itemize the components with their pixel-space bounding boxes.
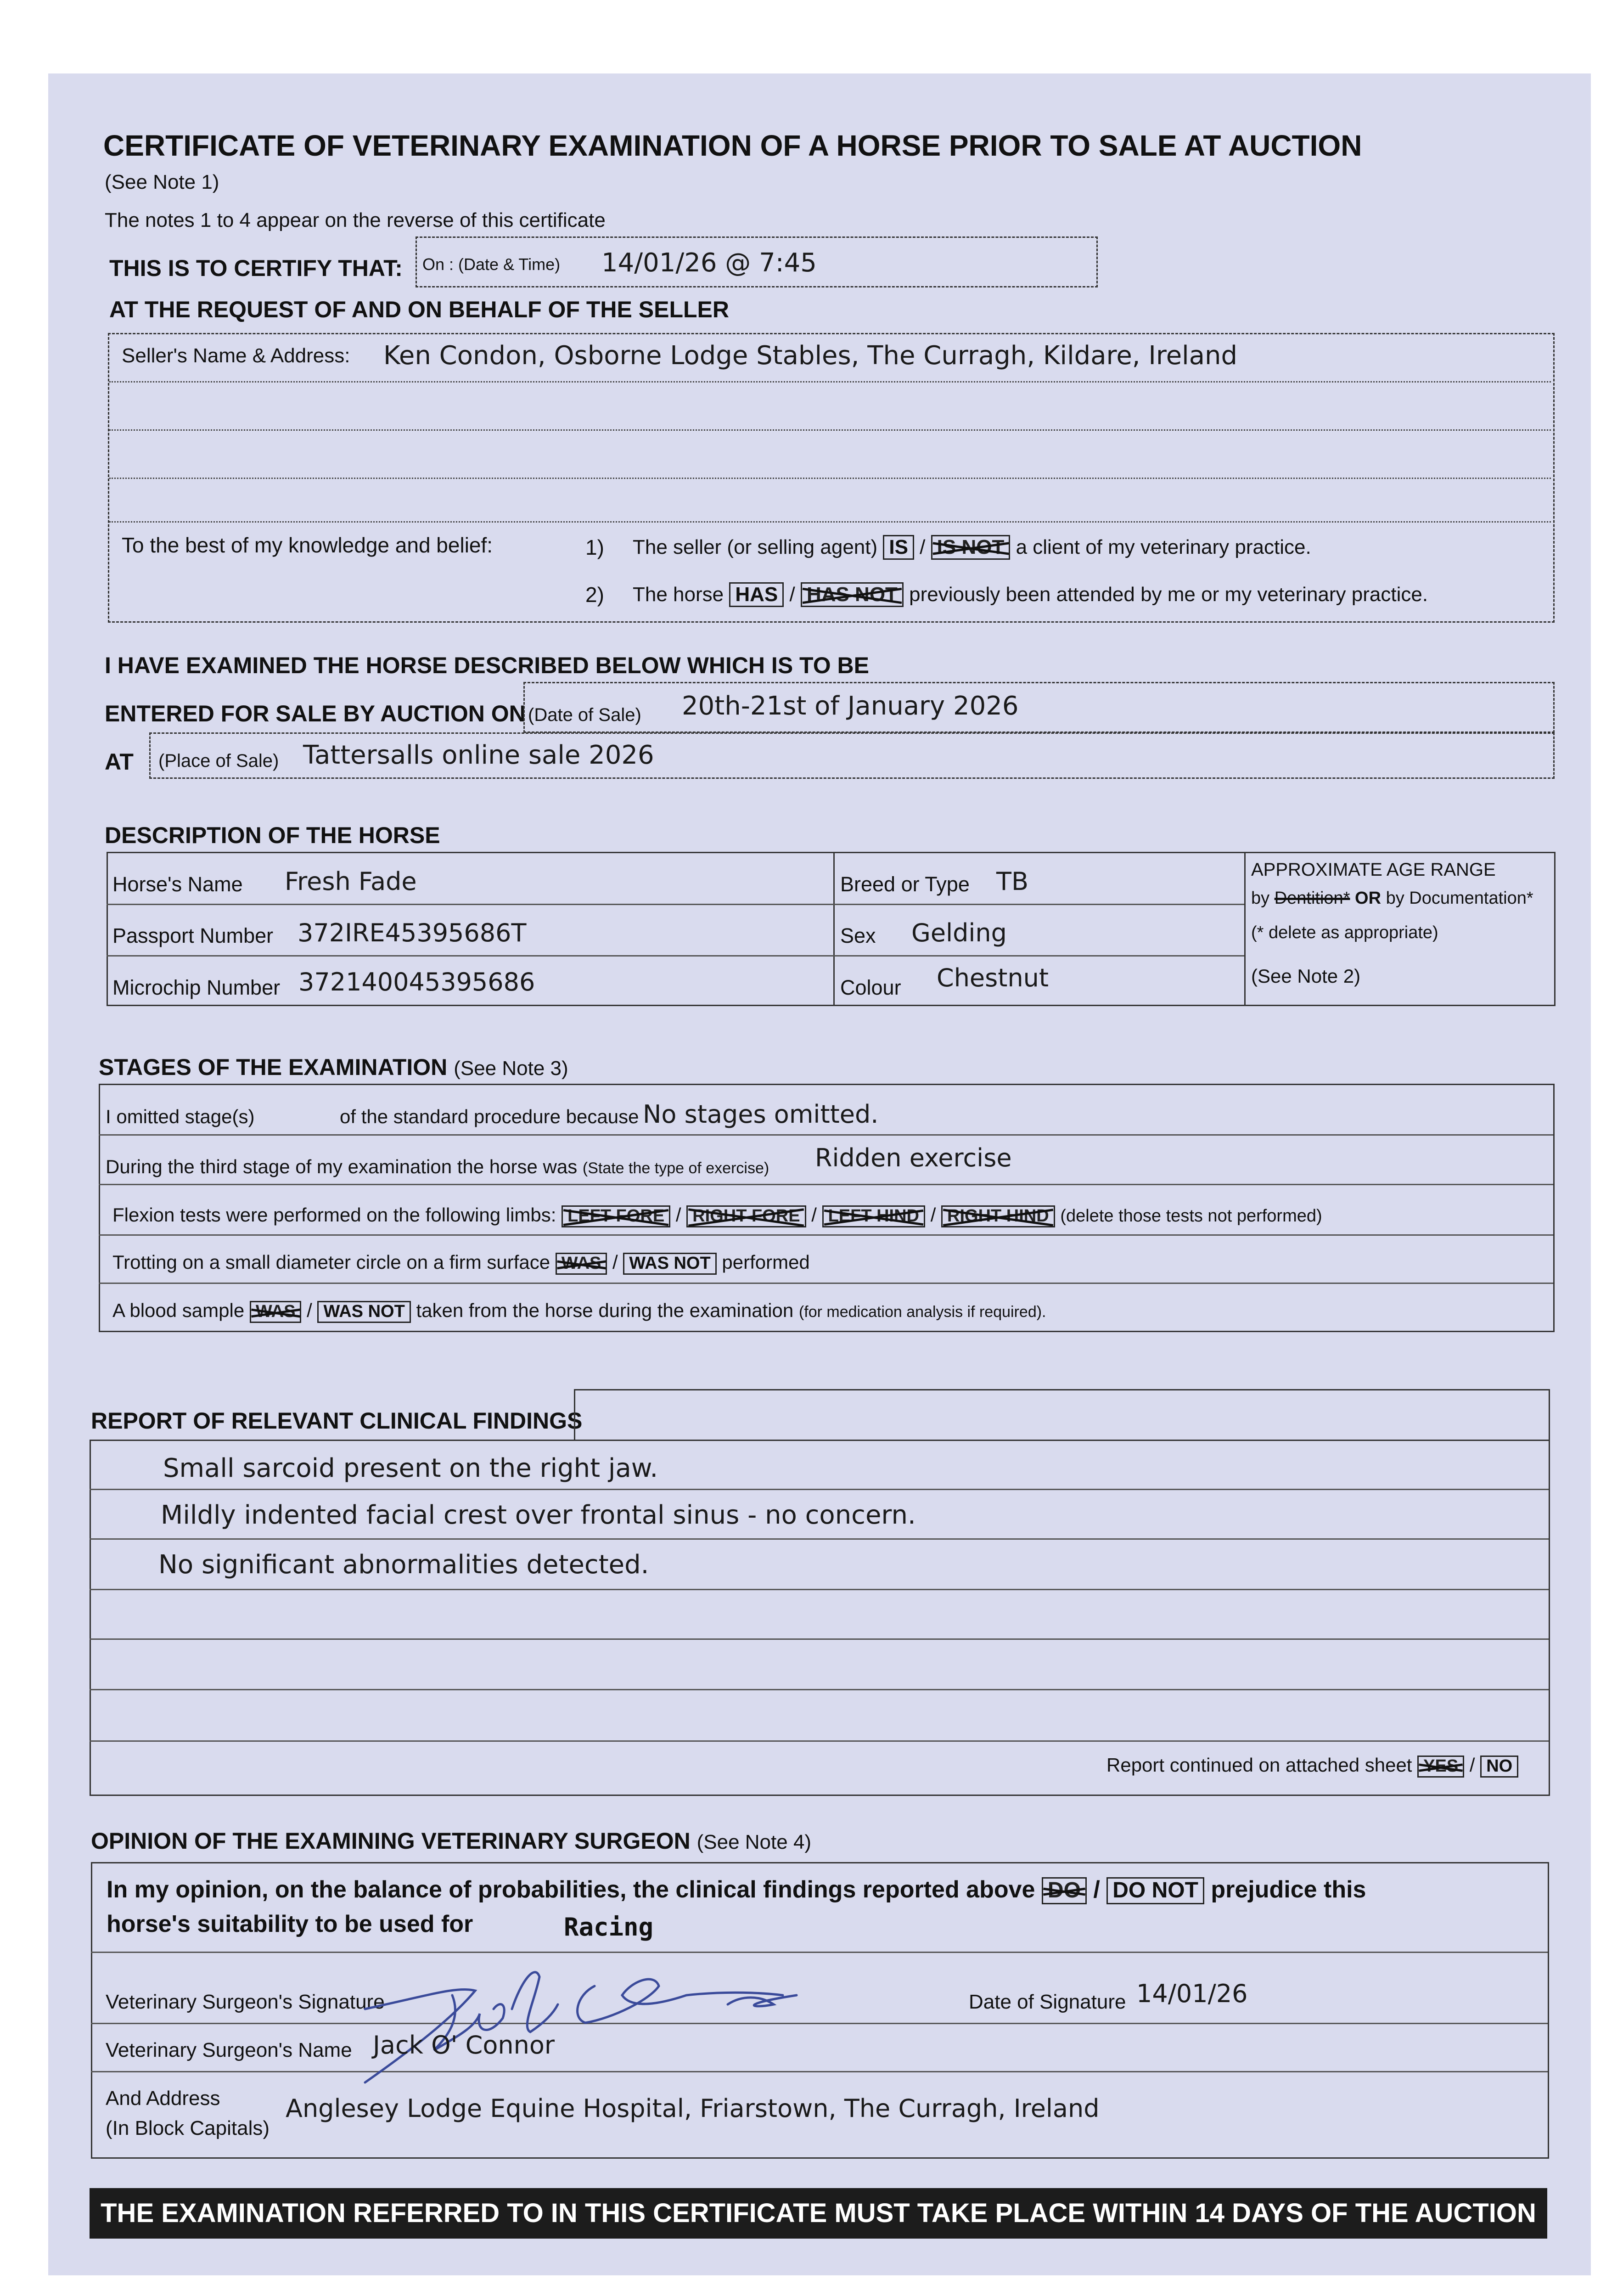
trot-option-was[interactable]: WAS [556,1253,607,1275]
item2-text: The horse HAS / HAS NOT previously been attended by me or my veterinary practice. [633,582,1428,607]
blood-label: A blood sample [112,1300,245,1321]
flexion-row [112,1204,1322,1227]
surgeon-name-label: Veterinary Surgeon's Name [106,2039,352,2061]
flexion-right-fore[interactable]: RIGHT FORE [686,1205,806,1227]
age-method [1251,889,1533,908]
signature-label: Veterinary Surgeon's Signature [106,1991,385,2013]
date-of-signature-value[interactable]: 14/01/26 [1136,1979,1248,2008]
seller-line-2 [109,429,1551,431]
age-range-heading: APPROXIMATE AGE RANGE [1251,860,1496,880]
item2-option-has[interactable]: HAS [729,582,784,607]
date-of-signature-label: Date of Signature [969,1991,1126,2013]
description-col-divider-2 [1244,852,1246,1006]
third-stage-label [106,1156,769,1178]
report-line-1[interactable]: Small sarcoid present on the right jaw. [163,1453,658,1483]
blood-row: A blood sample WAS / WAS NOT taken from the horse during the examination (for medication analysis if required). [112,1300,1046,1323]
stages-heading-text: STAGES OF THE EXAMINATION [99,1054,448,1080]
signature-image[interactable] [337,1945,833,2096]
address-label-a: And Address [106,2087,220,2110]
flexion-label: Flexion tests were performed on the following limbs: [112,1204,556,1226]
on-date-label: On : (Date & Time) [422,255,561,274]
trot-post: performed [722,1251,810,1273]
report-continued-label: Report continued on attached sheet [1106,1754,1412,1776]
flexion-left-fore[interactable]: LEFT FORE [562,1205,670,1227]
sale-place-value: Tattersalls online sale 2026 [303,740,654,770]
passport-label: Passport Number [112,924,274,947]
notes-line: The notes 1 to 4 appear on the reverse of this certificate [105,209,606,231]
report-row-line-3 [90,1589,1549,1590]
report-continued-yes[interactable]: YES [1417,1756,1464,1778]
report-row-line-4 [90,1638,1549,1640]
blood-hint: (for medication analysis if required). [798,1303,1046,1321]
entered-label: ENTERED FOR SALE BY AUCTION ON [105,701,526,726]
flexion-post: (delete those tests not performed) [1060,1206,1322,1226]
item1-pre: The seller (or selling agent) [633,536,878,558]
opinion-option-do[interactable]: DO [1042,1877,1087,1904]
opinion-heading [91,1828,811,1854]
request-label: AT THE REQUEST OF AND ON BEHALF OF THE SELLER [109,297,729,322]
stages-heading-note: (See Note 3) [454,1057,568,1080]
report-line-3[interactable]: No significant abnormalities detected. [158,1550,649,1580]
item1-number: 1) [585,535,604,559]
third-stage-hint: (State the type of exercise) [582,1159,769,1177]
age-by: by [1251,889,1270,908]
sex-value[interactable]: Gelding [911,918,1007,947]
stages-row-line-1 [99,1134,1553,1136]
opinion-heading-note: (See Note 4) [696,1831,812,1853]
trot-option-was-not[interactable]: WAS NOT [623,1253,716,1275]
certify-label: THIS IS TO CERTIFY THAT: [109,255,403,281]
item1-post: a client of my veterinary practice. [1016,536,1311,558]
age-see-note: (See Note 2) [1251,965,1361,987]
flexion-separator: / [811,1204,817,1226]
examined-label: I HAVE EXAMINED THE HORSE DESCRIBED BELOW WHICH IS TO BE [105,653,869,678]
see-note-1: (See Note 1) [105,171,219,193]
flexion-separator: / [675,1204,681,1226]
report-row-line-5 [90,1689,1549,1690]
omitted-label-a: I omitted stage(s) [106,1106,255,1127]
sex-label: Sex [840,924,876,947]
item2-option-has-not[interactable]: HAS NOT [801,582,904,607]
age-or: OR [1355,889,1382,908]
horse-name-value[interactable]: Fresh Fade [285,867,417,896]
trot-row: Trotting on a small diameter circle on a firm surface WAS / WAS NOT performed [112,1251,810,1275]
seller-line-3 [109,478,1551,479]
flexion-left-hind[interactable]: LEFT HIND [822,1205,925,1227]
flexion-separator: / [930,1204,936,1226]
sale-date-box[interactable] [523,682,1555,733]
opinion-option-do-not[interactable]: DO NOT [1106,1877,1204,1904]
item2-post: previously been attended by me or my veterinary practice. [909,583,1428,606]
item2-number: 2) [585,583,604,607]
date-of-sale-label: (Date of Sale) [528,705,641,725]
trot-label: Trotting on a small diameter circle on a firm surface [112,1251,550,1273]
report-row-line-2 [90,1538,1549,1540]
report-continued-no[interactable]: NO [1480,1756,1518,1778]
third-stage-value[interactable]: Ridden exercise [815,1143,1012,1172]
age-delete-note: (* delete as appropriate) [1251,923,1438,942]
page-title: CERTIFICATE OF VETERINARY EXAMINATION OF A HORSE PRIOR TO SALE AT AUCTION [103,129,1362,162]
age-documentation-option[interactable]: by Documentation* [1386,889,1533,908]
blood-option-was-not[interactable]: WAS NOT [317,1301,410,1323]
item1-text: The seller (or selling agent) IS / IS NOT a client of my veterinary practice. [633,535,1311,560]
report-row-line-6 [90,1740,1549,1742]
seller-name-address[interactable]: Ken Condon, Osborne Lodge Stables, The Curragh, Kildare, Ireland [383,341,1238,371]
description-col-divider-1 [833,852,835,1006]
stages-row-line-3 [99,1234,1553,1236]
stages-row-line-2 [99,1184,1553,1185]
report-row-line-1 [90,1489,1549,1490]
report-line-2[interactable]: Mildly indented facial crest over frontal sinus - no concern. [161,1500,916,1530]
breed-value[interactable]: TB [996,867,1029,896]
item1-option-is-not[interactable]: IS NOT [931,535,1011,560]
report-heading-box [574,1389,1550,1441]
seller-name-label: Seller's Name & Address: [122,344,350,367]
seller-line-4 [109,521,1551,523]
item2-pre: The horse [633,583,724,606]
description-heading: DESCRIPTION OF THE HORSE [105,822,440,848]
microchip-value[interactable]: 372140045395686 [298,968,535,996]
passport-value[interactable]: 372IRE45395686T [298,918,527,947]
item1-option-is[interactable]: IS [883,535,914,560]
report-continued: Report continued on attached sheet YES / NO [1106,1754,1518,1778]
microchip-label: Microchip Number [112,976,281,999]
surgeon-name-value[interactable]: Jack O' Connor [373,2031,555,2060]
opinion-heading-text: OPINION OF THE EXAMINING VETERINARY SURGEON [91,1828,691,1854]
at-label: AT [105,749,134,775]
stages-heading [99,1054,568,1080]
age-dentition-option[interactable]: Dentition* [1274,889,1350,908]
colour-label: Colour [840,976,901,999]
sale-date-value: 20th-21st of January 2026 [682,691,1019,721]
exam-datetime: 14/01/26 @ 7:45 [601,248,817,278]
colour-value[interactable]: Chestnut [937,963,1049,992]
place-of-sale-label: (Place of Sale) [158,751,279,771]
seller-line-1 [109,381,1551,383]
blood-option-was[interactable]: WAS [250,1301,302,1323]
opinion-statement-c: horse's suitability to be used for [107,1911,473,1937]
omitted-label-b: of the standard procedure because [340,1106,639,1127]
description-row-line-1 [107,904,1244,905]
description-row-line-2 [107,955,1244,957]
omitted-value[interactable]: No stages omitted. [643,1100,879,1129]
belief-label: To the best of my knowledge and belief: [122,533,493,557]
opinion-statement-line-1: In my opinion, on the balance of probabilities, the clinical findings reported above DO / DO NOT prejudice this [107,1876,1366,1904]
stages-row-line-4 [99,1283,1553,1284]
blood-post: taken from the horse during the examination [416,1300,794,1321]
report-heading: REPORT OF RELEVANT CLINICAL FINDINGS [91,1408,583,1434]
breed-label: Breed or Type [840,872,970,896]
flexion-right-hind[interactable]: RIGHT HIND [941,1205,1055,1227]
report-table [90,1440,1550,1796]
intended-use-value[interactable]: Racing [564,1913,654,1941]
opinion-statement-b: prejudice this [1211,1876,1366,1903]
address-label-b: (In Block Capitals) [106,2117,270,2139]
surgeon-address-value[interactable]: Anglesey Lodge Equine Hospital, Friarstown, The Curragh, Ireland [286,2094,1100,2123]
opinion-statement-a: In my opinion, on the balance of probabilities, the clinical findings reported above [107,1876,1035,1903]
third-stage-label-text: During the third stage of my examination the horse was [106,1156,578,1177]
horse-name-label: Horse's Name [112,872,243,896]
footer-banner: THE EXAMINATION REFERRED TO IN THIS CERTIFICATE MUST TAKE PLACE WITHIN 14 DAYS OF THE AUCTION [90,2188,1547,2239]
